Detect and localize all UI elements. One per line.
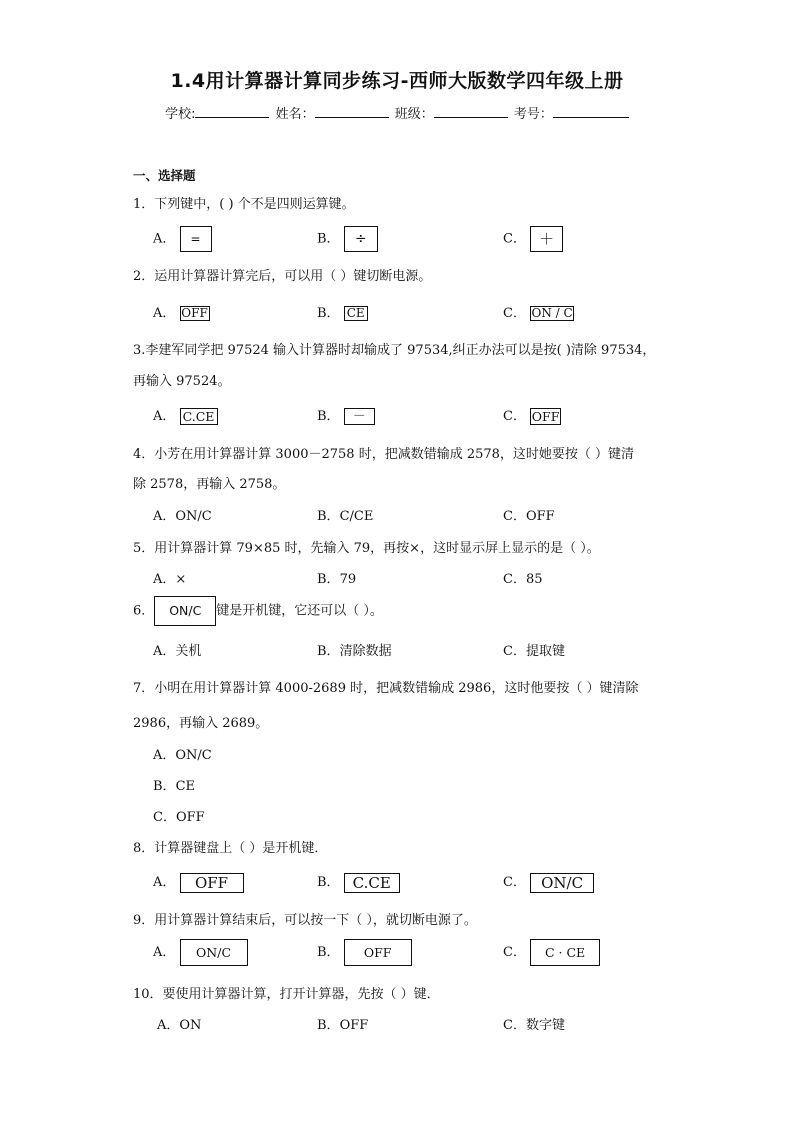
- option-letter: C．: [503, 409, 526, 424]
- page-title: 1.4用计算器计算同步练习-西师大版数学四年级上册: [170, 70, 624, 92]
- equals-key-icon: =: [180, 226, 212, 252]
- q7-option-c: [153, 806, 205, 825]
- divide-key-icon: ÷: [344, 226, 378, 252]
- option-text: OFF: [175, 810, 205, 825]
- off-key-icon: OFF: [181, 306, 208, 320]
- q10-option-b: [317, 1014, 368, 1033]
- option-letter: A．: [153, 509, 176, 524]
- minus-key-icon: －: [344, 408, 375, 425]
- question-4-line-2: 除 2578，再输入 2758。: [133, 477, 286, 492]
- question-2: 2．运用计算器计算完后，可以用（ ）键切断电源。: [133, 269, 432, 284]
- option-text: 85: [525, 572, 543, 587]
- option-letter: B．: [317, 644, 340, 659]
- option-text: C/CE: [339, 509, 374, 524]
- option-letter: C．: [503, 231, 526, 247]
- q1-option-b: [317, 226, 378, 252]
- on-c-key-icon: ON / C: [531, 306, 573, 320]
- option-text: ON: [179, 1018, 202, 1033]
- option-text: OFF: [339, 1018, 369, 1033]
- q7-option-a: [153, 744, 212, 763]
- q9-option-b: [317, 939, 412, 966]
- question-text: 键是开机键，它还可以（ ）。: [216, 603, 383, 619]
- option-letter: B．: [317, 409, 340, 424]
- question-8: 8．计算器键盘上（ ）是开机键．: [133, 841, 328, 856]
- option-letter: B．: [317, 1018, 340, 1033]
- q10-option-c: [503, 1014, 565, 1033]
- option-letter: C．: [153, 810, 176, 825]
- class-blank: [434, 105, 508, 118]
- option-letter: B．: [153, 779, 176, 794]
- option-letter: A．: [153, 306, 176, 321]
- name-blank: [315, 105, 389, 118]
- c-ce-key-icon: C · CE: [530, 939, 600, 966]
- class-label: 班级：: [394, 107, 434, 122]
- option-letter: C．: [503, 875, 526, 890]
- question-7-line-1: 7．小明在用计算器计算 4000-2689 时，把减数错输成 2986，这时他要按（ ）键清除: [133, 681, 639, 696]
- q5-option-b: [317, 568, 356, 587]
- q9-option-a: [153, 939, 248, 966]
- question-6: [133, 596, 383, 626]
- q5-option-c: [503, 568, 543, 587]
- exam-no-blank: [553, 105, 629, 118]
- question-3-line-2: 再输入 97524。: [133, 374, 231, 389]
- plus-key-icon: ＋: [530, 226, 563, 252]
- option-letter: A．: [153, 644, 176, 659]
- option-text: 关机: [175, 644, 202, 659]
- q8-option-a: [153, 871, 244, 893]
- on-c-key-icon: ON/C: [180, 939, 248, 966]
- option-letter: A．: [153, 572, 176, 587]
- q1-option-c: [503, 226, 563, 252]
- q6-option-c: [503, 640, 565, 659]
- q3-option-c: [503, 405, 561, 425]
- option-text: 79: [339, 572, 357, 587]
- question-3-line-1: 3.李建军同学把 97524 输入计算器时却输成了 97534,纠正办法可以是按( )清除 97534，: [133, 343, 656, 358]
- off-key-icon: OFF: [531, 409, 560, 424]
- option-text: CE: [175, 779, 195, 794]
- on-c-key-icon: ON/C: [530, 873, 594, 893]
- option-text: ×: [175, 572, 187, 587]
- question-number: 6．: [133, 603, 155, 619]
- c-ce-key-icon: C.CE: [180, 408, 218, 425]
- option-text: ON/C: [175, 748, 212, 763]
- c-ce-key-icon: C.CE: [344, 873, 400, 893]
- off-key-icon: OFF: [344, 939, 412, 966]
- option-letter: C．: [503, 644, 526, 659]
- option-letter: A．: [153, 875, 176, 890]
- q1-option-a: [153, 226, 212, 252]
- q9-option-c: [503, 939, 600, 966]
- option-letter: B．: [317, 945, 340, 960]
- question-9: 9．用计算器计算结束后，可以按一下（ ），就切断电源了。: [133, 913, 477, 928]
- option-letter: C．: [503, 306, 526, 321]
- school-label: 学校:: [165, 107, 196, 122]
- q5-option-a: [153, 568, 186, 587]
- q2-option-a: [153, 302, 210, 321]
- option-letter: A．: [157, 1018, 180, 1033]
- option-letter: A．: [153, 409, 176, 424]
- q4-option-b: [317, 505, 373, 524]
- option-letter: B．: [317, 875, 340, 890]
- q2-option-b: [317, 302, 368, 321]
- option-text: 清除数据: [339, 644, 392, 659]
- option-letter: B．: [317, 231, 340, 247]
- exam-no-label: 考号：: [513, 107, 553, 122]
- question-10: 10．要使用计算器计算，打开计算器，先按（ ）键．: [133, 987, 440, 1002]
- option-letter: A．: [153, 945, 176, 960]
- q3-option-a: [153, 405, 218, 425]
- q6-option-b: [317, 640, 392, 659]
- question-7-line-2: 2986，再输入 2689。: [133, 716, 269, 731]
- q8-option-b: [317, 871, 400, 893]
- question-4-line-1: 4．小芳在用计算器计算 3000－2758 时，把减数错输成 2578，这时她要按（ ）键清: [133, 447, 635, 462]
- option-letter: C．: [503, 1018, 526, 1033]
- q8-option-c: [503, 871, 594, 893]
- on-c-key-icon: ON/C: [154, 596, 216, 626]
- option-text: 数字键: [525, 1018, 565, 1033]
- ce-key-icon: CE: [344, 306, 368, 321]
- section-title: 一、选择题: [133, 168, 196, 183]
- name-label: 姓名：: [275, 107, 315, 122]
- option-letter: A．: [153, 231, 176, 247]
- option-text: 提取键: [525, 644, 565, 659]
- option-letter: C．: [503, 945, 526, 960]
- option-text: ON/C: [175, 509, 212, 524]
- option-letter: C．: [503, 509, 526, 524]
- q2-option-c: [503, 302, 574, 321]
- question-1: 1．下列键中，( ) 个不是四则运算键。: [133, 197, 355, 212]
- q6-option-a: [153, 640, 201, 659]
- option-letter: B．: [317, 572, 340, 587]
- option-text: OFF: [525, 509, 555, 524]
- student-info-line: [0, 103, 794, 122]
- q4-option-c: [503, 505, 555, 524]
- q10-option-a: [157, 1014, 201, 1033]
- option-letter: B．: [317, 306, 340, 321]
- school-blank: [195, 105, 269, 118]
- q7-option-b: [153, 775, 195, 794]
- option-letter: A．: [153, 748, 176, 763]
- question-5: 5．用计算器计算 79×85 时，先输入 79，再按×，这时显示屏上显示的是（ ）。: [133, 541, 600, 556]
- option-letter: B．: [317, 509, 340, 524]
- option-letter: C．: [503, 572, 526, 587]
- q4-option-a: [153, 505, 212, 524]
- off-key-icon: OFF: [180, 873, 244, 893]
- q3-option-b: [317, 405, 375, 425]
